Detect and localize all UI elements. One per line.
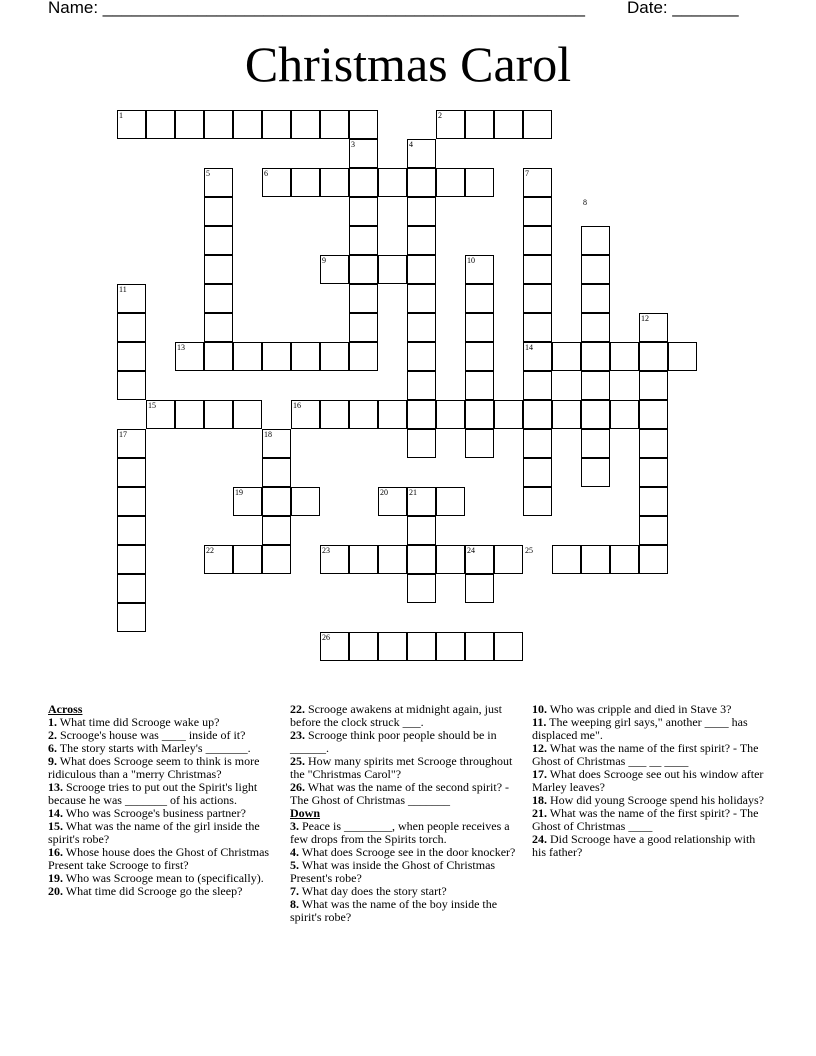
grid-cell[interactable] [552, 342, 581, 371]
grid-cell[interactable] [407, 313, 436, 342]
grid-cell[interactable] [465, 632, 494, 661]
grid-cell[interactable] [581, 545, 610, 574]
grid-cell[interactable] [407, 400, 436, 429]
clue-item [290, 820, 525, 846]
cell-number: 12 [641, 314, 649, 323]
across-clue-list [48, 716, 283, 898]
grid-cell[interactable] [407, 516, 436, 545]
grid-cell[interactable] [233, 342, 262, 371]
grid-cell[interactable] [291, 342, 320, 371]
clue-number: 21. [532, 806, 547, 820]
grid-cell[interactable] [349, 313, 378, 342]
grid-cell[interactable] [204, 226, 233, 255]
grid-cell[interactable] [436, 545, 465, 574]
clue-number: 15. [48, 819, 63, 833]
clue-number: 13. [48, 780, 63, 794]
grid-cell[interactable] [117, 313, 146, 342]
grid-cell[interactable] [639, 371, 668, 400]
date-field-label[interactable]: Date: _______ [627, 0, 739, 17]
clue-text: What was the name of the girl inside the spirit's robe? [48, 819, 260, 846]
grid-cell[interactable] [523, 197, 552, 226]
cell-number: 5 [206, 169, 210, 178]
cell-number: 18 [264, 430, 272, 439]
grid-cell[interactable] [581, 400, 610, 429]
grid-cell[interactable] [320, 110, 349, 139]
grid-cell[interactable] [349, 110, 378, 139]
grid-cell[interactable] [407, 197, 436, 226]
grid-cell[interactable] [117, 487, 146, 516]
clue-text: What does Scrooge seem to think is more ridiculous than a "merry Christmas? [48, 754, 260, 781]
clue-number: 1. [48, 715, 57, 729]
grid-cell[interactable] [465, 429, 494, 458]
clue-text: What was the name of the first spirit? - The Ghost of Christmas ___ __ ____ [532, 741, 759, 768]
grid-cell[interactable] [552, 400, 581, 429]
cell-number: 23 [322, 546, 330, 555]
grid-cell[interactable] [378, 400, 407, 429]
clue-item [532, 742, 767, 768]
cell-number: 22 [206, 546, 214, 555]
clue-number: 12. [532, 741, 547, 755]
grid-cell[interactable] [639, 516, 668, 545]
clue-number: 18. [532, 793, 547, 807]
grid-cell[interactable] [523, 284, 552, 313]
clue-text: The story starts with Marley's _______. [57, 741, 251, 755]
grid-cell[interactable] [407, 168, 436, 197]
clue-text: What was inside the Ghost of Christmas Present's robe? [290, 858, 496, 885]
cell-number: 21 [409, 488, 417, 497]
grid-cell[interactable] [668, 342, 697, 371]
grid-cell[interactable] [117, 603, 146, 632]
grid-cell[interactable] [494, 110, 523, 139]
grid-cell[interactable] [204, 400, 233, 429]
grid-cell[interactable] [117, 371, 146, 400]
clue-item [48, 755, 283, 781]
clue-text: What was the name of the second spirit? - The Ghost of Christmas _______ [290, 780, 510, 807]
clue-number: 26. [290, 780, 305, 794]
grid-cell[interactable] [639, 458, 668, 487]
grid-cell[interactable] [639, 487, 668, 516]
clues-column-3 [532, 703, 767, 859]
grid-cell[interactable] [639, 342, 668, 371]
grid-cell[interactable] [291, 110, 320, 139]
cell-number: 8 [583, 198, 587, 207]
clue-number: 11. [532, 715, 547, 729]
grid-cell[interactable] [610, 400, 639, 429]
grid-cell[interactable] [436, 168, 465, 197]
grid-cell[interactable] [407, 574, 436, 603]
grid-cell[interactable] [117, 574, 146, 603]
grid-cell[interactable] [407, 255, 436, 284]
grid-cell[interactable] [117, 342, 146, 371]
grid-cell[interactable] [117, 545, 146, 574]
grid-cell[interactable] [204, 197, 233, 226]
grid-cell[interactable] [436, 487, 465, 516]
grid-cell[interactable] [552, 545, 581, 574]
clue-text: What day does the story start? [299, 884, 447, 898]
grid-cell[interactable] [523, 110, 552, 139]
grid-cell[interactable] [262, 458, 291, 487]
cell-number: 11 [119, 285, 127, 294]
cell-number: 16 [293, 401, 301, 410]
clue-item [48, 846, 283, 872]
grid-cell[interactable] [523, 487, 552, 516]
grid-cell[interactable] [465, 284, 494, 313]
grid-cell[interactable] [407, 545, 436, 574]
clue-number: 5. [290, 858, 299, 872]
grid-cell[interactable] [581, 255, 610, 284]
cell-number: 7 [525, 169, 529, 178]
clue-text: Scrooge's house was ____ inside of it? [57, 728, 246, 742]
grid-cell[interactable] [581, 342, 610, 371]
grid-cell[interactable] [378, 632, 407, 661]
grid-cell[interactable] [349, 284, 378, 313]
clue-text: What was the name of the first spirit? - The Ghost of Christmas ____ [532, 806, 759, 833]
grid-cell[interactable] [523, 429, 552, 458]
clue-number: 22. [290, 702, 305, 716]
grid-cell[interactable] [610, 342, 639, 371]
grid-cell[interactable] [407, 342, 436, 371]
grid-cell[interactable] [465, 574, 494, 603]
clue-number: 14. [48, 806, 63, 820]
clue-text: Scrooge tries to put out the Spirit's light because he was _______ of his actions. [48, 780, 258, 807]
grid-cell[interactable] [407, 632, 436, 661]
grid-cell[interactable] [639, 400, 668, 429]
grid-cell[interactable] [523, 458, 552, 487]
grid-cell[interactable] [378, 255, 407, 284]
grid-cell[interactable] [262, 516, 291, 545]
clue-text: What time did Scrooge go the sleep? [63, 884, 243, 898]
clue-number: 20. [48, 884, 63, 898]
grid-cell[interactable] [117, 516, 146, 545]
grid-cell[interactable] [175, 400, 204, 429]
grid-cell[interactable] [436, 400, 465, 429]
grid-cell[interactable] [233, 110, 262, 139]
clue-item [290, 781, 525, 807]
grid-cell[interactable] [204, 284, 233, 313]
grid-cell[interactable] [407, 284, 436, 313]
down-clue-list [290, 820, 525, 924]
clue-text: Who was Scrooge mean to (specifically). [63, 871, 264, 885]
clue-text: Peace is ________, when people receives a few drops from the Spirits torch. [290, 819, 510, 846]
grid-cell[interactable] [465, 400, 494, 429]
clue-number: 17. [532, 767, 547, 781]
clue-text: What does Scrooge see in the door knocker? [299, 845, 516, 859]
clue-number: 4. [290, 845, 299, 859]
across-clue-list-continued [290, 703, 525, 807]
grid-cell[interactable] [639, 429, 668, 458]
grid-cell[interactable] [378, 545, 407, 574]
clue-number: 3. [290, 819, 299, 833]
name-field-label[interactable]: Name: ___________________________________________________ [48, 0, 585, 17]
clue-text: The weeping girl says," another ____ has displaced me". [532, 715, 748, 742]
clue-number: 6. [48, 741, 57, 755]
grid-cell[interactable] [465, 168, 494, 197]
grid-cell[interactable] [349, 168, 378, 197]
clue-number: 24. [532, 832, 547, 846]
cell-number: 13 [177, 343, 185, 352]
grid-cell[interactable] [407, 226, 436, 255]
clue-item [290, 755, 525, 781]
grid-cell[interactable] [262, 342, 291, 371]
clue-text: How did young Scrooge spend his holidays? [547, 793, 764, 807]
clue-number: 19. [48, 871, 63, 885]
cell-number: 26 [322, 633, 330, 642]
grid-cell[interactable] [349, 226, 378, 255]
grid-cell[interactable] [349, 197, 378, 226]
grid-cell[interactable] [204, 313, 233, 342]
grid-cell[interactable] [262, 487, 291, 516]
grid-cell[interactable] [581, 371, 610, 400]
clue-number: 16. [48, 845, 63, 859]
clue-item [48, 781, 283, 807]
clue-number: 7. [290, 884, 299, 898]
grid-cell[interactable] [465, 110, 494, 139]
grid-cell[interactable] [349, 545, 378, 574]
clue-number: 25. [290, 754, 305, 768]
clues-column-2 [290, 703, 525, 924]
clue-item [532, 716, 767, 742]
grid-cell[interactable] [262, 110, 291, 139]
grid-cell[interactable] [494, 545, 523, 574]
cell-number: 3 [351, 140, 355, 149]
cell-number: 20 [380, 488, 388, 497]
grid-cell[interactable] [523, 226, 552, 255]
grid-cell[interactable] [349, 342, 378, 371]
clue-text: Who was cripple and died in Stave 3? [547, 702, 732, 716]
grid-cell[interactable] [581, 458, 610, 487]
clue-number: 9. [48, 754, 57, 768]
clue-number: 2. [48, 728, 57, 742]
clues-column-1 [48, 703, 283, 898]
grid-cell[interactable] [407, 429, 436, 458]
grid-cell[interactable] [320, 342, 349, 371]
clue-item [532, 833, 767, 859]
grid-cell[interactable] [204, 342, 233, 371]
clue-item [532, 768, 767, 794]
across-heading: Across [48, 702, 83, 716]
clue-text: Scrooge awakens at midnight again, just before the clock struck ___. [290, 702, 502, 729]
cell-number: 19 [235, 488, 243, 497]
grid-cell[interactable] [610, 545, 639, 574]
down-clue-list-continued [532, 703, 767, 859]
grid-cell[interactable] [523, 255, 552, 284]
grid-cell[interactable] [465, 342, 494, 371]
clue-item [290, 729, 525, 755]
grid-cell[interactable] [291, 168, 320, 197]
grid-cell[interactable] [494, 632, 523, 661]
grid-cell[interactable] [233, 400, 262, 429]
clue-item [290, 898, 525, 924]
clue-item [290, 859, 525, 885]
clue-text: What time did Scrooge wake up? [57, 715, 220, 729]
clue-item [290, 703, 525, 729]
grid-cell[interactable] [349, 632, 378, 661]
clue-item [48, 885, 283, 898]
grid-cell[interactable] [494, 400, 523, 429]
grid-cell[interactable] [407, 371, 436, 400]
grid-cell[interactable] [117, 458, 146, 487]
grid-cell[interactable] [436, 632, 465, 661]
grid-cell[interactable] [523, 313, 552, 342]
clue-text: How many spirits met Scrooge throughout the "Christmas Carol"? [290, 754, 513, 781]
cell-number: 15 [148, 401, 156, 410]
grid-cell[interactable] [581, 313, 610, 342]
clue-number: 23. [290, 728, 305, 742]
cell-number: 1 [119, 111, 123, 120]
cell-number: 24 [467, 546, 475, 555]
grid-cell[interactable] [378, 168, 407, 197]
clue-item [48, 820, 283, 846]
clue-text: Whose house does the Ghost of Christmas Present take Scrooge to first? [48, 845, 270, 872]
cell-number: 9 [322, 256, 326, 265]
grid-cell[interactable] [233, 545, 262, 574]
clue-text: Did Scrooge have a good relationship with his father? [532, 832, 756, 859]
cell-number: 25 [525, 546, 533, 555]
cell-number: 17 [119, 430, 127, 439]
down-heading: Down [290, 806, 321, 820]
grid-cell[interactable] [204, 110, 233, 139]
cell-number: 2 [438, 111, 442, 120]
clue-number: 8. [290, 897, 299, 911]
grid-cell[interactable] [291, 487, 320, 516]
grid-cell[interactable] [349, 400, 378, 429]
clue-item [532, 807, 767, 833]
grid-cell[interactable] [639, 545, 668, 574]
page-title: Christmas Carol [244, 36, 572, 92]
clue-number: 10. [532, 702, 547, 716]
clue-text: Scrooge think poor people should be in ______. [290, 728, 497, 755]
clue-text: What does Scrooge see out his window after Marley leaves? [532, 767, 764, 794]
grid-cell[interactable] [349, 255, 378, 284]
clue-text: Who was Scrooge's business partner? [63, 806, 246, 820]
grid-cell[interactable] [465, 313, 494, 342]
grid-cell[interactable] [204, 255, 233, 284]
grid-cell[interactable] [581, 226, 610, 255]
cell-number: 14 [525, 343, 533, 352]
clue-text: What was the name of the boy inside the spirit's robe? [290, 897, 498, 924]
grid-cell[interactable] [262, 545, 291, 574]
grid-cell[interactable] [465, 371, 494, 400]
grid-cell[interactable] [523, 400, 552, 429]
grid-cell[interactable] [175, 110, 204, 139]
grid-cell[interactable] [146, 110, 175, 139]
cell-number: 4 [409, 140, 413, 149]
grid-cell[interactable] [320, 400, 349, 429]
grid-cell[interactable] [320, 168, 349, 197]
grid-cell[interactable] [523, 371, 552, 400]
grid-cell[interactable] [581, 429, 610, 458]
grid-cell[interactable] [581, 284, 610, 313]
cell-number: 10 [467, 256, 475, 265]
cell-number: 6 [264, 169, 268, 178]
